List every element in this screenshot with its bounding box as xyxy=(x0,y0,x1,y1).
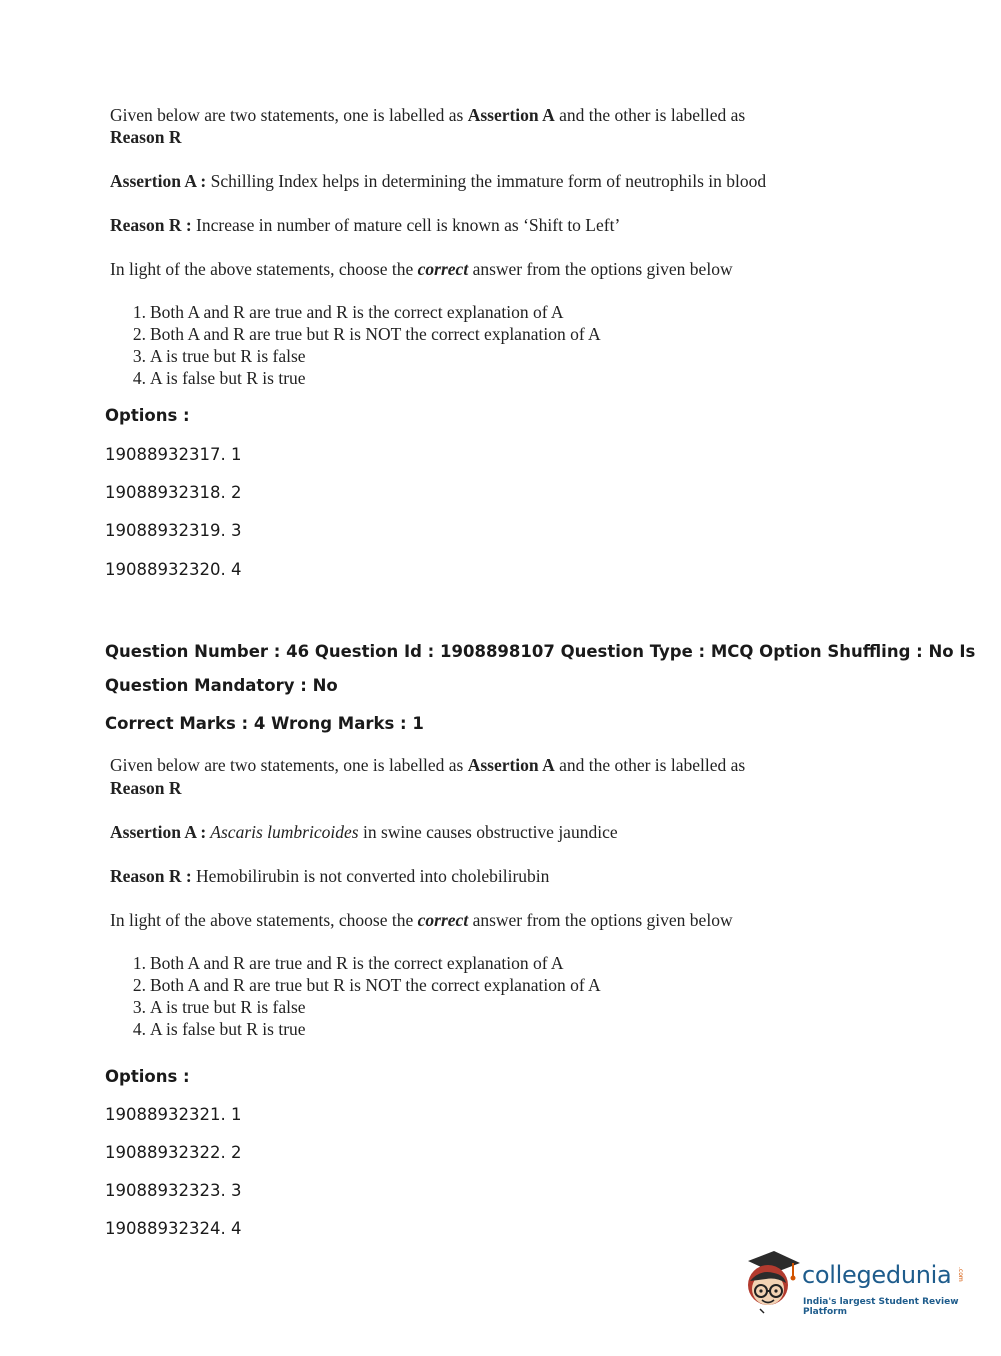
choice-item xyxy=(126,345,726,367)
q45-option-1: 19088932317. 1 xyxy=(105,445,242,464)
choice-item xyxy=(126,323,726,345)
instruction-text: In light of the above statements, choose the xyxy=(110,910,418,930)
instruction-text: In light of the above statements, choose the xyxy=(110,259,418,279)
q45-intro-line1 xyxy=(110,104,745,126)
reason-label: Reason R : xyxy=(110,866,192,886)
logo-tagline: India's largest Student Review Platform xyxy=(803,1297,959,1317)
q45-assertion xyxy=(110,170,766,192)
q45-instruction xyxy=(110,258,733,280)
instruction-emphasis: correct xyxy=(417,259,469,279)
choice-item xyxy=(126,301,726,323)
assertion-term: Assertion A xyxy=(467,105,555,125)
q45-reason xyxy=(110,214,620,236)
q46-option-4: 19088932324. 4 xyxy=(105,1219,242,1238)
choice-number: 2. xyxy=(132,324,146,344)
q46-intro-line1 xyxy=(110,754,745,776)
choice-item xyxy=(126,952,746,974)
choice-item xyxy=(126,996,746,1018)
intro-text: Given below are two statements, one is labelled as xyxy=(110,105,468,125)
assertion-label: Assertion A : xyxy=(110,822,207,842)
intro-text-end: and the other is labelled as xyxy=(554,105,746,125)
q45-options-label: Options : xyxy=(105,406,190,425)
q46-header-line1: Question Number : 46 Question Id : 1908898107 Question Type : MCQ Option Shuffling : No Is xyxy=(105,642,976,661)
choice-number: 3. xyxy=(132,346,146,366)
q46-instruction xyxy=(110,909,733,931)
q46-option-3: 19088932323. 3 xyxy=(105,1181,242,1200)
assertion-text: Schilling Index helps in determining the immature form of neutrophils in blood xyxy=(206,171,767,191)
choice-text: Both A and R are true but R is NOT the correct explanation of A xyxy=(150,975,601,995)
q46-reason xyxy=(110,865,549,887)
q46-assertion xyxy=(110,821,618,843)
logo-domain-suffix: .com xyxy=(957,1267,964,1282)
reason-text: Increase in number of mature cell is known as ‘Shift to Left’ xyxy=(191,215,621,235)
choice-item xyxy=(126,1018,746,1040)
mascot-icon xyxy=(740,1247,802,1317)
instruction-emphasis: correct xyxy=(417,910,469,930)
assertion-label: Assertion A : xyxy=(110,171,207,191)
choice-number: 3. xyxy=(132,997,146,1017)
q45-option-2: 19088932318. 2 xyxy=(105,483,242,502)
intro-text-end: and the other is labelled as xyxy=(554,755,746,775)
q45-choice-list xyxy=(126,301,726,389)
q46-option-2: 19088932322. 2 xyxy=(105,1143,242,1162)
instruction-text-end: answer from the options given below xyxy=(468,259,733,279)
choice-number: 1. xyxy=(132,953,146,973)
q46-intro-line2: Reason R xyxy=(110,778,182,798)
reason-label: Reason R : xyxy=(110,215,192,235)
choice-item xyxy=(126,974,746,996)
instruction-text-end: answer from the options given below xyxy=(468,910,733,930)
logo-wordmark: collegedunia xyxy=(802,1261,952,1289)
assertion-text: in swine causes obstructive jaundice xyxy=(358,822,618,842)
choice-text: A is false but R is true xyxy=(150,368,306,388)
choice-text: Both A and R are true and R is the correct explanation of A xyxy=(150,953,564,973)
reason-text: Hemobilirubin is not converted into cholebilirubin xyxy=(191,866,550,886)
q46-marks: Correct Marks : 4 Wrong Marks : 1 xyxy=(105,714,424,733)
choice-text: A is true but R is false xyxy=(150,346,306,366)
q46-header-line2: Question Mandatory : No xyxy=(105,676,338,695)
choice-text: Both A and R are true and R is the correct explanation of A xyxy=(150,302,564,322)
choice-item xyxy=(126,367,726,389)
choice-text: A is false but R is true xyxy=(150,1019,306,1039)
choice-text: Both A and R are true but R is NOT the correct explanation of A xyxy=(150,324,601,344)
choice-number: 2. xyxy=(132,975,146,995)
q45-option-3: 19088932319. 3 xyxy=(105,521,242,540)
choice-number: 1. xyxy=(132,302,146,322)
choice-text: A is true but R is false xyxy=(150,997,306,1017)
q45-option-4: 19088932320. 4 xyxy=(105,560,242,579)
assertion-term: Assertion A xyxy=(467,755,555,775)
choice-number: 4. xyxy=(132,1019,146,1039)
choice-number: 4. xyxy=(132,368,146,388)
assertion-organism: Ascaris lumbricoides xyxy=(206,822,359,842)
q46-choice-list xyxy=(126,952,746,1040)
q46-options-label: Options : xyxy=(105,1067,190,1086)
q46-option-1: 19088932321. 1 xyxy=(105,1105,242,1124)
intro-text: Given below are two statements, one is labelled as xyxy=(110,755,468,775)
q45-intro-line2: Reason R xyxy=(110,127,182,147)
collegedunia-logo[interactable] xyxy=(740,1247,970,1317)
